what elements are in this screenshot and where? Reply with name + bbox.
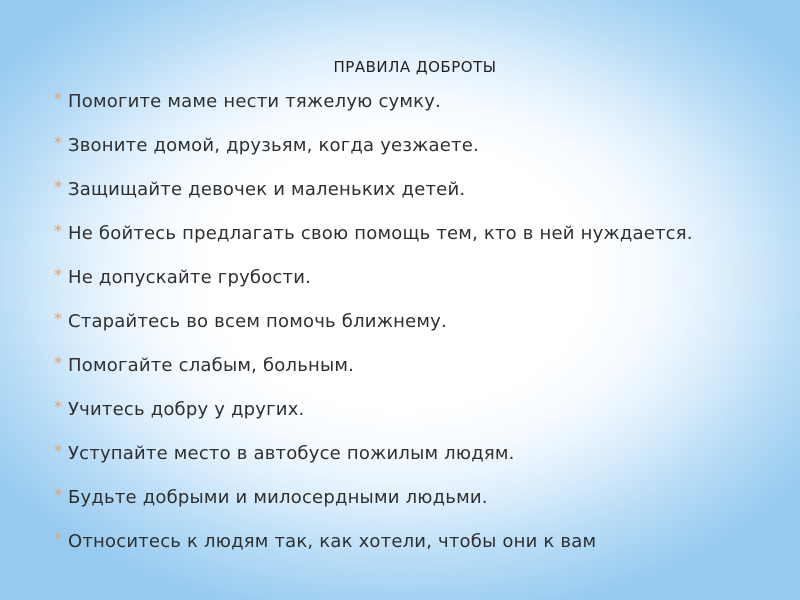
- rule-text: Старайтесь во всем помочь ближнему.: [68, 311, 447, 332]
- rule-item: [54, 528, 694, 555]
- asterisk-bullet-icon: *: [54, 133, 63, 152]
- rule-item: [54, 308, 694, 335]
- rule-item: [54, 396, 694, 423]
- rule-text: Помогите маме нести тяжелую сумку.: [68, 91, 442, 112]
- asterisk-bullet-icon: *: [54, 177, 63, 196]
- rule-text: Учитесь добру у других.: [68, 399, 305, 420]
- rule-text: Относитесь к людям так, как хотели, чтобы они к вам: [68, 531, 597, 552]
- asterisk-bullet-icon: *: [54, 397, 63, 416]
- rule-item: [54, 264, 694, 291]
- asterisk-bullet-icon: *: [54, 529, 63, 548]
- asterisk-bullet-icon: *: [54, 89, 63, 108]
- rules-list: [54, 88, 694, 572]
- asterisk-bullet-icon: *: [54, 309, 63, 328]
- rule-text: Уступайте место в автобусе пожилым людям.: [68, 443, 515, 464]
- rule-item: [54, 484, 694, 511]
- rule-text: Не бойтесь предлагать свою помощь тем, кто в ней нуждается.: [68, 223, 693, 244]
- rule-text: Защищайте девочек и маленьких детей.: [68, 179, 466, 200]
- rule-text: Не допускайте грубости.: [68, 267, 312, 288]
- asterisk-bullet-icon: *: [54, 441, 63, 460]
- asterisk-bullet-icon: *: [54, 265, 63, 284]
- rule-item: [54, 220, 694, 247]
- rule-item: [54, 132, 694, 159]
- asterisk-bullet-icon: *: [54, 353, 63, 372]
- rule-text: Звоните домой, друзьям, когда уезжаете.: [68, 135, 479, 156]
- rule-item: [54, 88, 694, 115]
- rule-text: Помогайте слабым, больным.: [68, 355, 355, 376]
- rule-item: [54, 176, 694, 203]
- rule-item: [54, 440, 694, 467]
- asterisk-bullet-icon: *: [54, 485, 63, 504]
- slide-title: ПРАВИЛА ДОБРОТЫ: [333, 58, 497, 76]
- rule-item: [54, 352, 694, 379]
- rule-text: Будьте добрыми и милосердными людьми.: [68, 487, 488, 508]
- asterisk-bullet-icon: *: [54, 221, 63, 240]
